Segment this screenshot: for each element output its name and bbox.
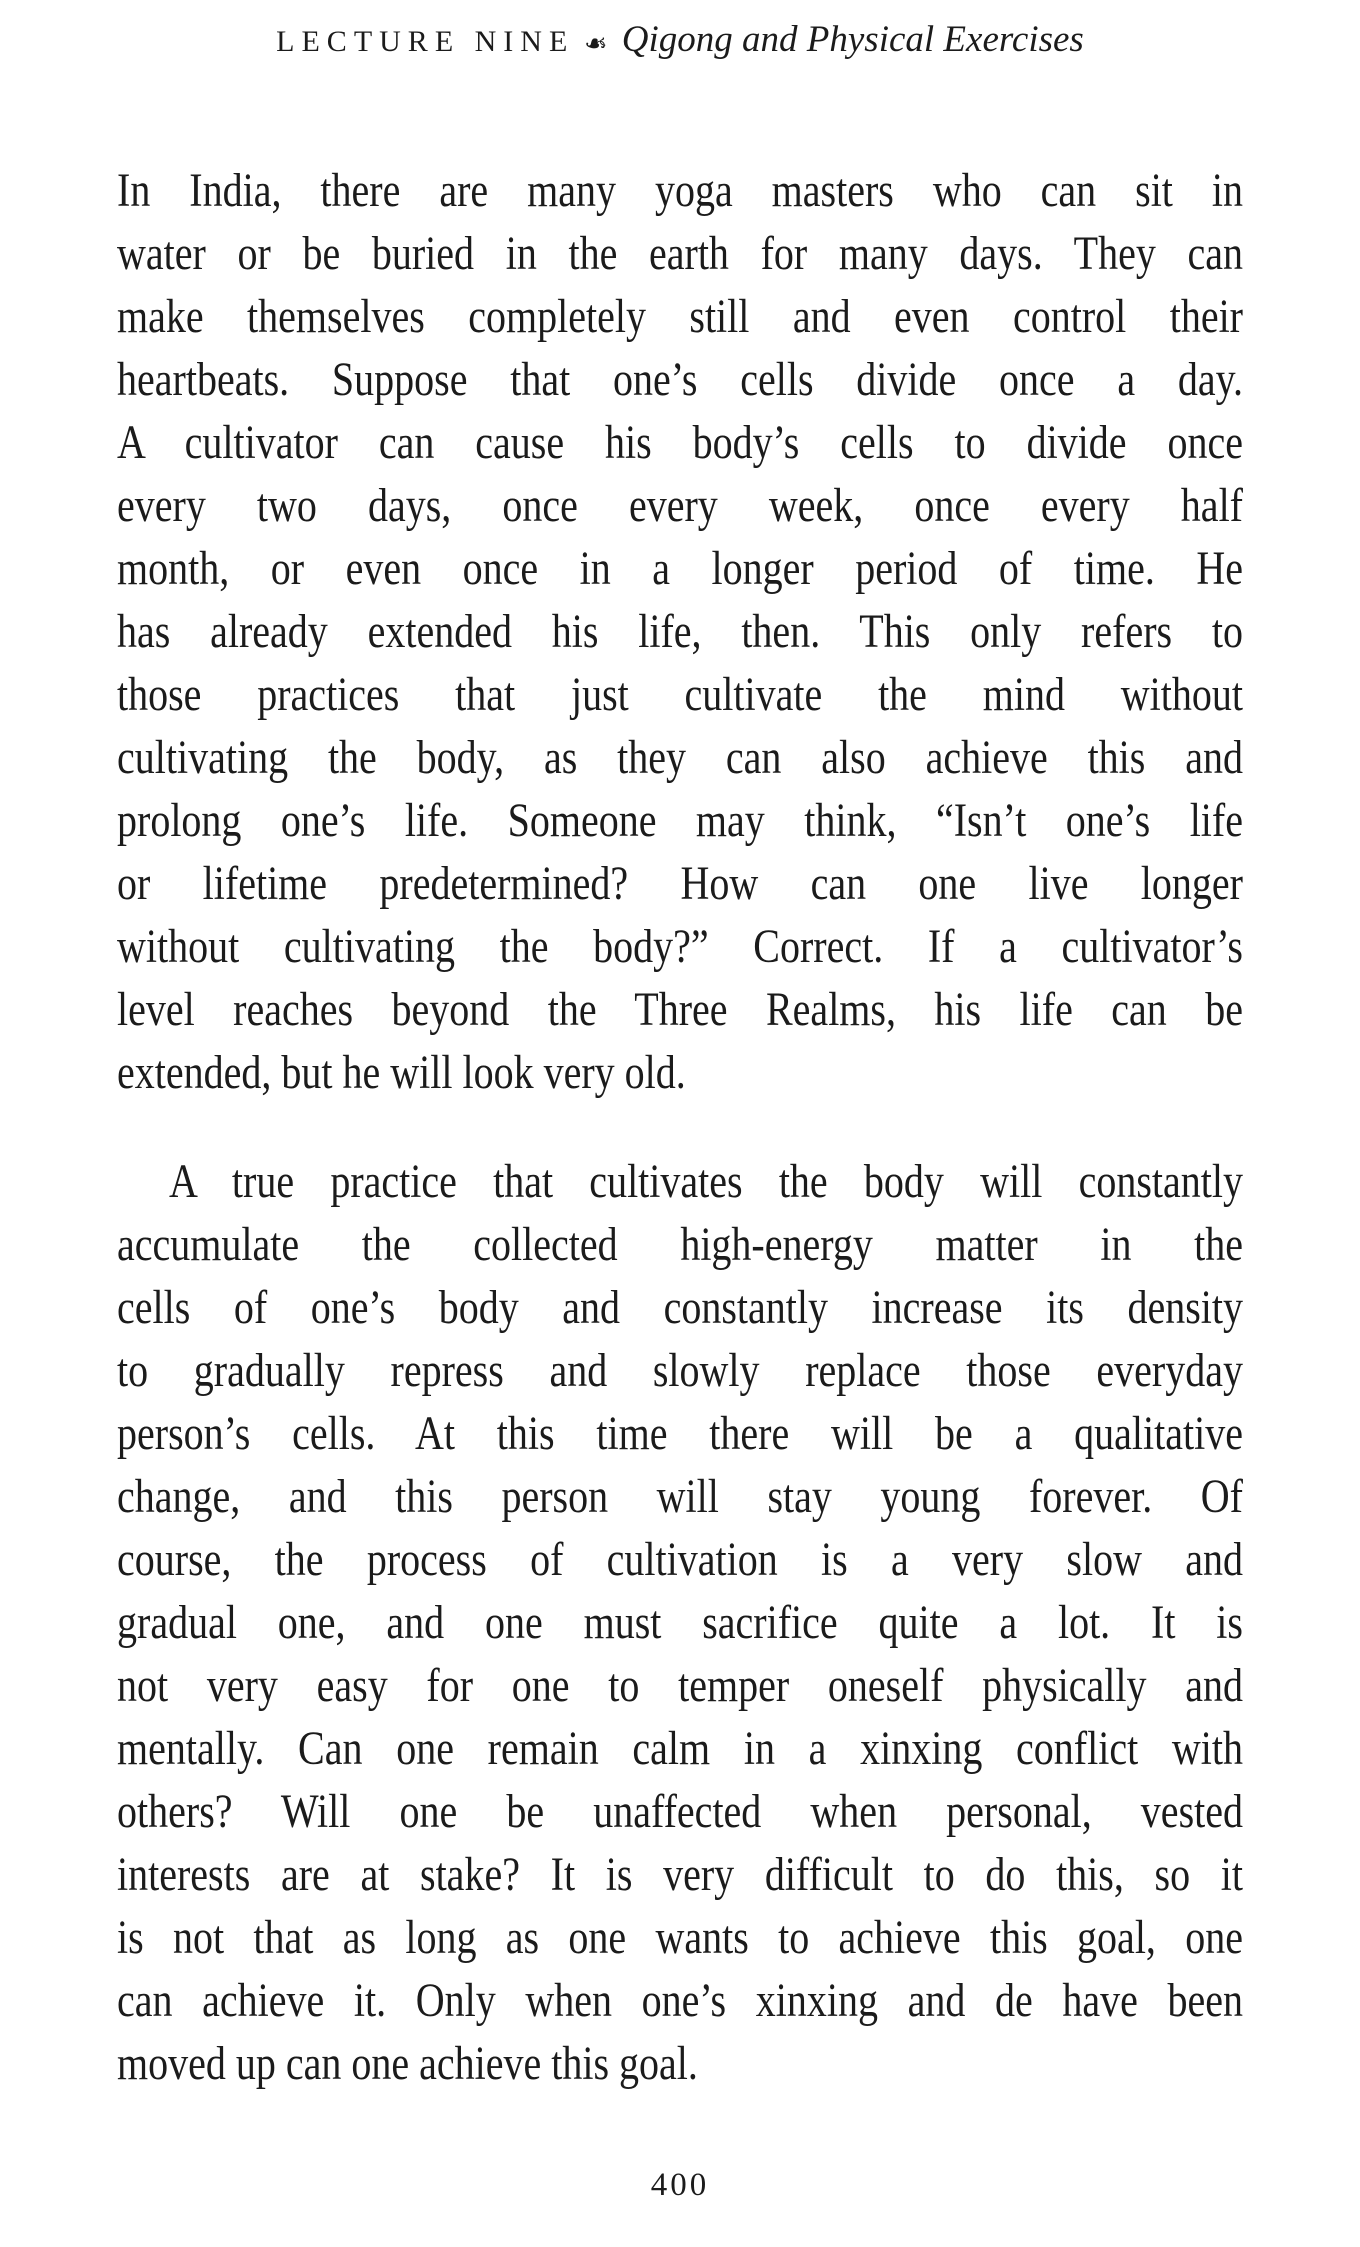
text-line: A cultivator can cause his body’s cells to divide once	[117, 415, 1243, 469]
text-line: prolong one’s life. Someone may think, “Isn’t one’s life	[117, 793, 1243, 847]
text-line: cultivating the body, as they can also achieve this and	[117, 730, 1243, 784]
text-line: heartbeats. Suppose that one’s cells divide once a day.	[117, 352, 1243, 406]
text-line: not very easy for one to temper oneself physically and	[117, 1658, 1243, 1712]
text-line: extended, but he will look very old.	[117, 1045, 686, 1099]
text-line: make themselves completely still and even control their	[117, 289, 1243, 343]
paragraph-1	[117, 159, 1243, 1104]
text-line: every two days, once every week, once every half	[117, 478, 1243, 532]
text-line: without cultivating the body?” Correct. If a cultivator’s	[117, 919, 1243, 973]
text-line: accumulate the collected high-energy matter in the	[117, 1217, 1243, 1271]
text-line: can achieve it. Only when one’s xinxing and de have been	[117, 1973, 1243, 2027]
text-line: month, or even once in a longer period of time. He	[117, 541, 1243, 595]
text-line: course, the process of cultivation is a very slow and	[117, 1532, 1243, 1586]
running-head	[0, 18, 1360, 61]
text-line: moved up can one achieve this goal.	[117, 2036, 698, 2090]
chapter-title: Qigong and Physical Exercises	[621, 19, 1084, 60]
page-footer	[0, 2167, 1360, 2204]
lecture-label: LECTURE NINE	[276, 25, 575, 58]
page-number: 400	[650, 2167, 710, 2203]
text-line: A true practice that cultivates the body will constantly	[169, 1154, 1243, 1208]
text-line: mentally. Can one remain calm in a xinxing conflict with	[117, 1721, 1243, 1775]
text-line: has already extended his life, then. This only refers to	[117, 604, 1243, 658]
body-text	[117, 159, 1243, 2095]
paragraph-2	[117, 1150, 1243, 2095]
text-line: those practices that just cultivate the mind without	[117, 667, 1243, 721]
text-line: In India, there are many yoga masters who can sit in	[117, 163, 1243, 217]
text-line: or lifetime predetermined? How can one live longer	[117, 856, 1243, 910]
text-line: person’s cells. At this time there will be a qualitative	[117, 1406, 1243, 1460]
fleuron-leaf-icon: ❧	[584, 27, 608, 60]
text-line: cells of one’s body and constantly increase its density	[117, 1280, 1243, 1334]
text-line: level reaches beyond the Three Realms, his life can be	[117, 982, 1243, 1036]
text-line: water or be buried in the earth for many days. They can	[117, 226, 1243, 280]
text-line: others? Will one be unaffected when personal, vested	[117, 1784, 1243, 1838]
text-line: interests are at stake? It is very difficult to do this, so it	[117, 1847, 1243, 1901]
text-line: change, and this person will stay young forever. Of	[117, 1469, 1243, 1523]
text-line: is not that as long as one wants to achieve this goal, one	[117, 1910, 1243, 1964]
text-line: gradual one, and one must sacrifice quite a lot. It is	[117, 1595, 1243, 1649]
text-line: to gradually repress and slowly replace those everyday	[117, 1343, 1243, 1397]
